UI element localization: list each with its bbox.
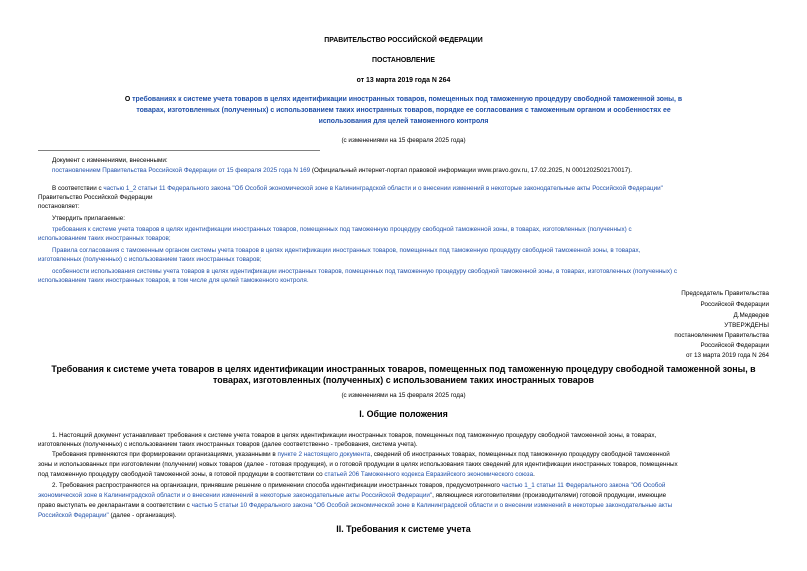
- paragraph-3-text-d: (далее - организация).: [108, 512, 177, 519]
- requirements-title-line-2: товарах, изготовленных (полученных) с использованием таких иностранных товаров: [213, 375, 594, 385]
- point-2-link[interactable]: пункте 2 настоящего документа: [277, 451, 371, 458]
- document-title-line-3[interactable]: использования для целей таможенного контроля: [318, 118, 489, 125]
- paragraph-2-text: Требования применяются при формировании организациями, указанными в: [52, 451, 278, 458]
- section-heading-requirements: II. Требования к системе учета: [336, 524, 471, 534]
- approved-item-3[interactable]: особенности использования системы учета товаров в целях идентификации иностранных товаров, помещенных под таможенную процедуру свободной таможенной зоны, в товарах, изготовленных (полученных) с: [52, 268, 677, 275]
- paragraph-3-cont: [38, 492, 666, 499]
- preamble-line-2: Правительство Российской Федерации: [38, 194, 153, 201]
- preamble-law-link[interactable]: частью 1_2 статьи 11 Федерального закона "Об Особой экономической зоне в Калининградской области и о внесении изменений в некоторые законодательные акты Российской Федерации": [103, 185, 663, 192]
- document-title-line-2[interactable]: товарах, изготовленных (полученных) с использованием таких иностранных товаров, порядке ее согласования с таможенным органом и особенностях ее: [136, 107, 671, 114]
- preamble-text: В соответствии с: [52, 185, 104, 192]
- law-10-link-cont[interactable]: Российской Федерации": [38, 512, 109, 519]
- approved-date: от 13 марта 2019 года N 264: [685, 352, 769, 359]
- signature-country: Российской Федерации: [700, 301, 769, 308]
- government-name: ПРАВИТЕЛЬСТВО РОССИЙСКОЙ ФЕДЕРАЦИИ: [324, 37, 483, 44]
- paragraph-3-text: 2. Требования распространяются на организации, принявшие решение о применении способа идентификации иностранных товаров, предусмотренного: [52, 482, 502, 489]
- signature-position: Председатель Правительства: [681, 290, 769, 297]
- section-heading-general: I. Общие положения: [359, 409, 448, 419]
- paragraph-2-end: [38, 471, 535, 478]
- paragraph-2-cont: зоны и использованных при изготовлении (получении) новых товаров (далее - готовая продукция), и о готовой продукции в целях использования таких сведений для идентификации иностранных товаров, помещенных: [38, 461, 678, 468]
- document-type: ПОСТАНОВЛЕНИЕ: [372, 57, 435, 64]
- requirements-revision-note: (с изменениями на 15 февраля 2025 года): [341, 392, 466, 399]
- approve-heading: Утвердить прилагаемые:: [52, 215, 125, 222]
- paragraph-1: 1. Настоящий документ устанавливает требования к системе учета товаров в целях идентификации иностранных товаров, помещенных под таможенную процедуру свободной таможенной зоны, в товарах,: [52, 432, 657, 439]
- changes-heading: Документ с изменениями, внесенными:: [52, 157, 168, 164]
- law-11-link[interactable]: частью 1_1 статьи 11 Федерального закона "Об Особой: [501, 482, 666, 489]
- law-11-link-cont[interactable]: экономической зоне в Калининградской области и о внесении изменений в некоторые законодательные акты Российской Федерации": [38, 492, 433, 499]
- paragraph-2-period: .: [533, 471, 535, 478]
- signature-name: Д.Медведев: [733, 312, 769, 319]
- document-date-number: от 13 марта 2019 года N 264: [356, 77, 451, 84]
- paragraph-3: [52, 482, 665, 489]
- approved-item-3-cont[interactable]: использованием таких иностранных товаров, в том числе для целей таможенного контроля.: [38, 277, 309, 284]
- paragraph-2-text-c: под таможенную процедуру свободной таможенной зоны, в готовой продукции в соответствии со: [38, 471, 325, 478]
- approved-item-2[interactable]: Правила согласования с таможенным органом системы учета товаров в целях идентификации иностранных товаров, помещенных под таможенную процедуру свободной таможенной зоны, в товарах,: [52, 247, 641, 254]
- changes-rest: (Официальный интернет-портал правовой информации www.pravo.gov.ru, 17.02.2025, N 0001202502170017).: [310, 167, 632, 174]
- paragraph-3-cont-2: [38, 502, 672, 509]
- approved-item-2-cont[interactable]: изготовленных (полученных) с использованием таких иностранных товаров;: [38, 256, 262, 263]
- requirements-title-line-1: Требования к системе учета товаров в целях идентификации иностранных товаров, помещенных под таможенную процедуру свободной таможенной зоны, в: [51, 364, 756, 374]
- approved-item-1[interactable]: требования к системе учета товаров в целях идентификации иностранных товаров, помещенных под таможенную процедуру свободной таможенной зоны, в товарах, изготовленных (полученных) с: [52, 226, 632, 233]
- customs-code-link[interactable]: статьей 206 Таможенного кодекса Евразийского экономического союза: [324, 471, 534, 478]
- preamble-line-1: [52, 185, 663, 192]
- paragraph-3-end: [38, 512, 176, 519]
- law-10-link[interactable]: частью 5 статьи 10 Федерального закона "Об Особой экономической зоне в Калининградской области и о внесении изменений в некоторые законодательные акты: [191, 502, 673, 509]
- paragraph-2: [52, 451, 670, 458]
- paragraph-1-cont: изготовленных (полученных) с использованием таких иностранных товаров (далее соответственно - требования, система учета).: [38, 441, 418, 448]
- changes-link[interactable]: постановлением Правительства Российской Федерации от 15 февраля 2025 года N 169: [52, 167, 311, 174]
- paragraph-2-text-b: , сведений об иностранных товарах, помещенных под таможенную процедуру свободной таможенной: [370, 451, 670, 458]
- divider: [38, 150, 320, 151]
- approved-country: Российской Федерации: [700, 342, 769, 349]
- preamble-line-3: постановляет:: [38, 203, 80, 210]
- paragraph-3-text-b: , являющиеся изготовителями (производителями) готовой продукции, имеющие: [432, 492, 667, 499]
- approved-by: постановлением Правительства: [674, 332, 769, 339]
- approved-stamp: УТВЕРЖДЕНЫ: [724, 322, 769, 329]
- title-link[interactable]: требованиях к системе учета товаров в целях идентификации иностранных товаров, помещенных под таможенную процедуру свободной таможенной зоны, в: [132, 96, 683, 103]
- changes-line: [52, 167, 632, 174]
- paragraph-3-text-c: право выступать ее декларантами в соответствии с: [38, 502, 192, 509]
- title-prefix: О: [124, 96, 133, 103]
- document-title-line-1: [38, 96, 769, 103]
- approved-item-1-cont[interactable]: использованием таких иностранных товаров;: [38, 235, 171, 242]
- revision-note: (с изменениями на 15 февраля 2025 года): [341, 137, 466, 144]
